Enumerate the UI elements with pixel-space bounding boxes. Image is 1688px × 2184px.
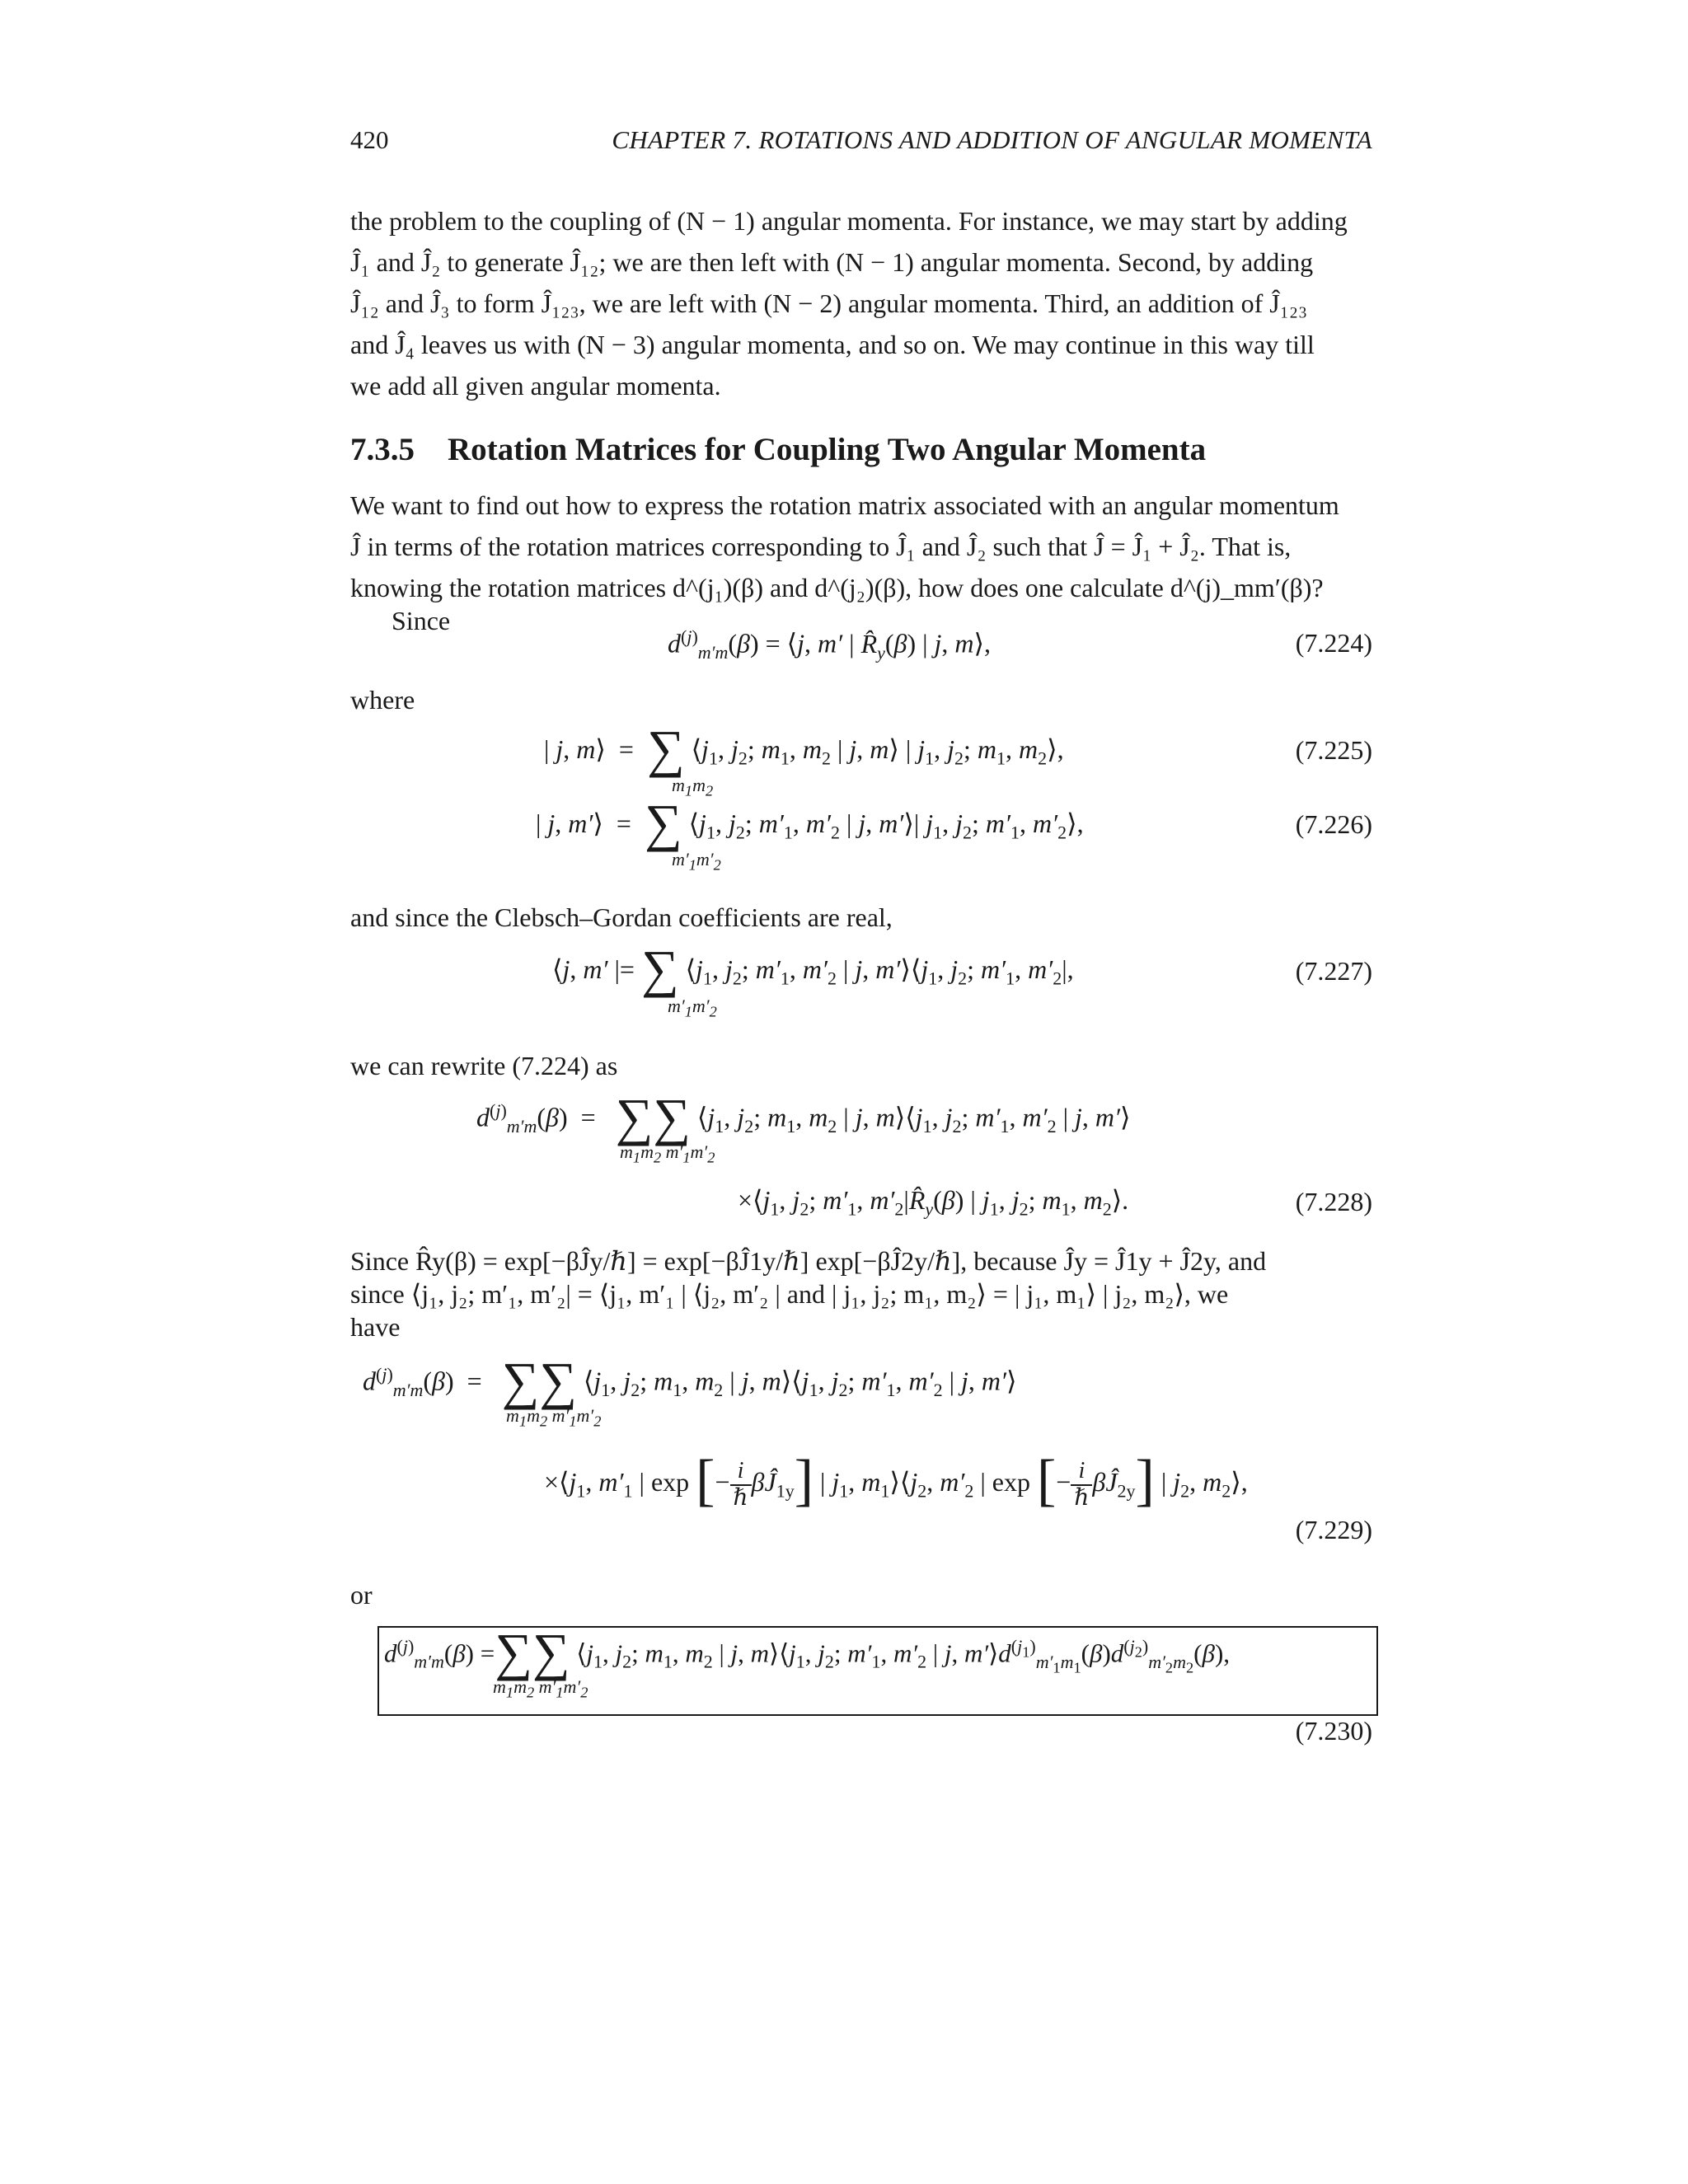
section-number: 7.3.5 [350, 432, 415, 467]
clebsch-sentence: and since the Clebsch–Gordan coefficients are real, [350, 902, 893, 932]
intro-line: and Ĵ₄ leaves us with (N − 3) angular momenta, and so on. We may continue in this way till [350, 330, 1315, 359]
body-line: knowing the rotation matrices d^(j₁)(β) and d^(j₂)(β), how does one calculate d^(j)_mm′(β)? [350, 573, 1324, 602]
body-paragraph-1 [350, 485, 1372, 608]
section-title: Rotation Matrices for Coupling Two Angular Momenta [448, 432, 1207, 467]
equation-7-225: | j, m⟩ = ∑ $⟨j_1$, $j_2$; $m_1$, $m_2$ | j, m⟩ | $j_1$, $j_2$; $m_1$, $m_2⟩$, [544, 719, 1064, 778]
equation-7-227: ⟨j, m′ |= ∑ $⟨j_1$, $j_2$; $m'_1$, $m'_2$ | j, $m'⟩⟨j_1$, $j_2$; $m'_1$, $m'_2|$, [552, 940, 1074, 998]
intro-line: we add all given angular momenta. [350, 371, 721, 401]
equation-number: (7.227) [1295, 956, 1372, 986]
equation-number: (7.228) [1295, 1187, 1372, 1216]
sum-limits: $m_1m_2$ $m'_1m'_2$ [620, 1141, 715, 1166]
body-line: Since R̂y(β) = exp[−βĴy/ℏ] = exp[−βĴ1y/ℏ] exp[−βĴ2y/ℏ], because Ĵy = Ĵ1y + Ĵ2y, and [350, 1246, 1267, 1276]
equation-number: (7.224) [1295, 628, 1372, 658]
equation-number: (7.229) [1295, 1515, 1372, 1544]
equation-7-229-line-1: $d^{(j)}_{m'm}(\beta)$ = ∑∑ $⟨j_1$, $j_2$; $m_1$, $m_2$ | j, $m⟩⟨j_1$, $j_2$; $m'_1$, $m'_2$ | j, m′⟩ [363, 1351, 1017, 1410]
running-title: CHAPTER 7. ROTATIONS AND ADDITION OF ANGULAR MOMENTA [612, 125, 1372, 154]
equation-7-228-line-2: $\times⟨j_1$, $j_2$; $m'_1$, $m'_2|R̂_y(\beta)$ | $j_1$, $j_2$; $m_1$, $m_2⟩$. [738, 1185, 1129, 1220]
where-label: where [350, 685, 415, 715]
body-line: We want to find out how to express the rotation matrix associated with an angular momentum [350, 490, 1339, 520]
intro-line: Ĵ₁₂ and Ĵ₃ to form Ĵ₁₂₃, we are left with (N − 2) angular momenta. Third, an addition of Ĵ₁₂₃ [350, 288, 1308, 318]
page-number: 420 [350, 125, 389, 154]
equation-number: (7.225) [1295, 735, 1372, 765]
equation-7-226: | j, m′⟩ = ∑ $⟨j_1$, $j_2$; $m'_1$, $m'_2$ | j, m′⟩| $j_1$, $j_2$; $m'_1$, $m'_2⟩$, [536, 794, 1084, 852]
body-line: have [350, 1312, 401, 1342]
equation-number: (7.230) [1295, 1716, 1372, 1746]
or-label: or [350, 1580, 373, 1610]
body-paragraph-2 [350, 1244, 1372, 1343]
sum-limits: $m'_1m'_2$ [672, 849, 721, 874]
equation-7-229-line-2: $\times⟨j_1$, $m'_1$ | exp [− $\frac{i}{\text{ℏ}}$ $\beta Ĵ_{1y}$] | $j_1$, $m_1⟩⟨j_2$, $m'_2$ | exp [− $\frac{i}{\text{ℏ}}$ $\beta Ĵ_{2y}$] | $j_2$, $m_2⟩$, [544, 1449, 1248, 1513]
intro-line: Ĵ₁ and Ĵ₂ to generate Ĵ₁₂; we are then left with (N − 1) angular momenta. Second, by adding [350, 247, 1314, 277]
body-line: since ⟨j₁, j₂; m′₁, m′₂| = ⟨j₁, m′₁ | ⟨j₂, m′₂ | and | j₁, j₂; m₁, m₂⟩ = | j₁, m₁⟩ | j₂, m₂⟩, we [350, 1279, 1229, 1309]
sum-limits: $m_1m_2$ $m'_1m'_2$ [506, 1405, 602, 1430]
since-label: Since [392, 606, 451, 635]
sum-limits: $m_1m_2$ [672, 775, 714, 799]
sum-limits: $m'_1m'_2$ [668, 996, 717, 1020]
sum-limits: $m_1m_2$ $m'_1m'_2$ [493, 1676, 588, 1701]
section-heading [350, 431, 1206, 468]
rewrite-sentence: we can rewrite (7.224) as [350, 1051, 618, 1080]
equation-7-228-line-1: $d^{(j)}_{m'm}(\beta)$ = ∑∑ $⟨j_1$, $j_2$; $m_1$, $m_2$ | j, $m⟩⟨j_1$, $j_2$; $m'_1$, $m'_2$ | j, m′⟩ [476, 1087, 1131, 1146]
equation-number: (7.226) [1295, 809, 1372, 839]
intro-line: the problem to the coupling of (N − 1) angular momenta. For instance, we may start by adding [350, 206, 1348, 236]
equation-7-224: $d^{(j)}_{m'm}(\beta)$ = ⟨j, m′ | $R̂_y(\beta)$ | j, m⟩, [668, 626, 992, 663]
intro-paragraph [350, 200, 1372, 406]
equation-7-230: $d^{(j)}_{m'm}(\beta)$ =∑∑ $⟨j_1$, $j_2$; $m_1$, $m_2$ | j, $m⟩⟨j_1$, $j_2$; $m'_1$, $m'_2$ | j, $m'⟩d^{(j_1)}_{m'_1m_1}(\beta)d^{(j_2)}_{m'_2m_2}(\beta)$, [384, 1623, 1231, 1682]
body-line: Ĵ in terms of the rotation matrices corresponding to Ĵ₁ and Ĵ₂ such that Ĵ = Ĵ₁ + Ĵ₂. That is, [350, 532, 1292, 561]
